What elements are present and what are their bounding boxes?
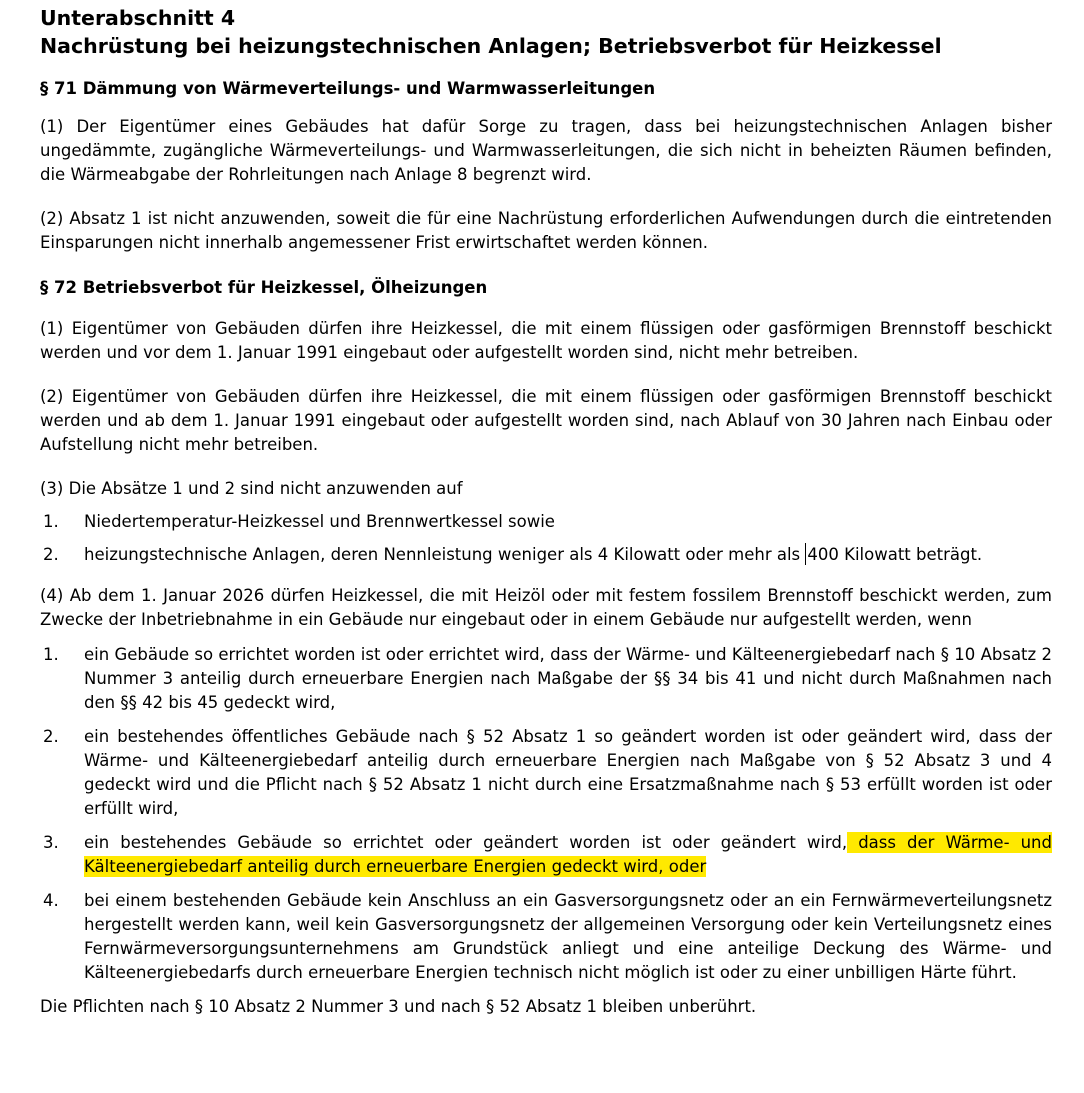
list-item-highlighted-text: dass der Wärme- und Kälteenergiebedarf anteilig durch erneuerbare Energien gedeckt wird, oder <box>84 833 1052 876</box>
list-item-text: Niedertemperatur-Heizkessel und Brennwertkessel sowie <box>84 512 555 531</box>
paragraph-4-highlighted-text: (4) Ab dem 1. Januar 2026 dürfen Heizkessel, die mit Heizöl oder mit festem fossilem Brennstoff beschickt werden, <box>40 586 1011 605</box>
list-item-text: ein bestehendes öffentliches Gebäude nach § 52 Absatz 1 so geändert worden ist oder geändert wird, dass der Wärme- und Kälteenergiebedarf anteilig durch erneuerbare Energien nach Maßgabe von § 52 Absatz 3 und 4 gedeckt wird und die Pflicht nach § 52 Absatz 1 nicht durch eine Ersatzmaßnahme nach § 53 erfüllt worden ist oder erfüllt wird, <box>84 727 1052 818</box>
section-72-paragraph-4 <box>40 584 1052 632</box>
subsection-title: Unterabschnitt 4 <box>40 6 236 30</box>
section-72-paragraph-1-wrap <box>40 317 1052 365</box>
section-72-heading: § 72 Betriebsverbot für Heizkessel, Ölheizungen <box>40 278 488 297</box>
section-71-paragraph-2: (2) Absatz 1 ist nicht anzuwenden, soweit die für eine Nachrüstung erforderlichen Aufwendungen durch die eintretenden Einsparungen nicht innerhalb angemessener Frist erwirtschaftet werden können. <box>40 209 1052 252</box>
list-item-text-part-1: heizungstechnische Anlagen, deren Nennleistung weniger als 4 Kilowatt oder mehr als <box>84 545 806 564</box>
subsection-subtitle: Nachrüstung bei heizungstechnischen Anlagen; Betriebsverbot für Heizkessel <box>40 34 942 58</box>
section-72-heading-wrap <box>40 277 1052 299</box>
list-item <box>40 643 1052 715</box>
paragraph-4-text: zum Zwecke der Inbetriebnahme in ein Gebäude nur eingebaut oder in einem Gebäude nur aufgestellt werden, wenn <box>40 586 1053 629</box>
list-item <box>40 510 1052 534</box>
section-71-paragraph-1: (1) Der Eigentümer eines Gebäudes hat dafür Sorge zu tragen, dass bei heizungstechnischen Anlagen bisher ungedämmte, zugängliche Wärmeverteilungs- und Warmwasserleitungen, die sich nicht in beheizten Räumen befinden, die Wärmeabgabe der Rohrleitungen nach Anlage 8 begrenzt wird. <box>40 117 1052 184</box>
list-item-text: bei einem bestehenden Gebäude kein Anschluss an ein Gasversorgungsnetz oder an ein Fernwärmeverteilungsnetz hergestellt werden kann, weil kein Gasversorgungsnetz der allgemeinen Versorgung oder kein Verteilungsnetz eines Fernwärmeversorgungsunternehmens am Grundstück anliegt und eine anteilige Deckung des Wärme- und Kälteenergiebedarfs durch erneuerbare Energien technisch nicht möglich ist oder zu einer unbilligen Härte führt. <box>84 891 1052 982</box>
list-number: 3. <box>43 833 59 852</box>
section-72-paragraph-1: (1) Eigentümer von Gebäuden dürfen ihre Heizkessel, die mit einem flüssigen oder gasförmigen Brennstoff beschickt werden und vor dem 1. Januar 1991 eingebaut oder aufgestellt worden sind, nicht mehr betreiben. <box>40 319 1052 362</box>
section-72-paragraph-2-wrap <box>40 385 1052 457</box>
list-number: 2. <box>43 727 59 746</box>
section-72-paragraph-4-wrap <box>40 584 1052 632</box>
document-page <box>40 4 1052 1019</box>
section-71-heading: § 71 Dämmung von Wärmeverteilungs- und Warmwasserleitungen <box>40 79 656 98</box>
section-72-paragraph-2: (2) Eigentümer von Gebäuden dürfen ihre Heizkessel, die mit einem flüssigen oder gasförmigen Brennstoff beschickt werden und ab dem 1. Januar 1991 eingebaut oder aufgestellt worden sind, nach Ablauf von 30 Jahren nach Einbau oder Aufstellung nicht mehr betreiben. <box>40 387 1052 454</box>
list-item-text: ein bestehendes Gebäude so errichtet oder geändert worden ist oder geändert wird, <box>84 833 848 852</box>
list-item-text-part-2: 400 Kilowatt beträgt. <box>807 545 983 564</box>
list-number: 2. <box>43 545 59 564</box>
list-item-text: ein Gebäude so errichtet worden ist oder errichtet wird, dass der Wärme- und Kälteenergiebedarf nach § 10 Absatz 2 Nummer 3 anteilig durch erneuerbare Energien nach Maßgabe der §§ 34 bis 41 und nicht durch Maßnahmen nach den §§ 42 bis 45 gedeckt wird, <box>84 645 1052 712</box>
list-item <box>40 831 1052 879</box>
section-72-paragraph-3: (3) Die Absätze 1 und 2 sind nicht anzuwenden auf <box>40 479 463 498</box>
list-number: 1. <box>43 645 59 664</box>
closing-paragraph: Die Pflichten nach § 10 Absatz 2 Nummer 3 und nach § 52 Absatz 1 bleiben unberührt. <box>40 997 757 1016</box>
list-number: 1. <box>43 512 59 531</box>
list-item <box>40 889 1052 985</box>
list-item <box>40 543 1052 567</box>
list-item <box>40 725 1052 821</box>
list-number: 4. <box>43 891 59 910</box>
